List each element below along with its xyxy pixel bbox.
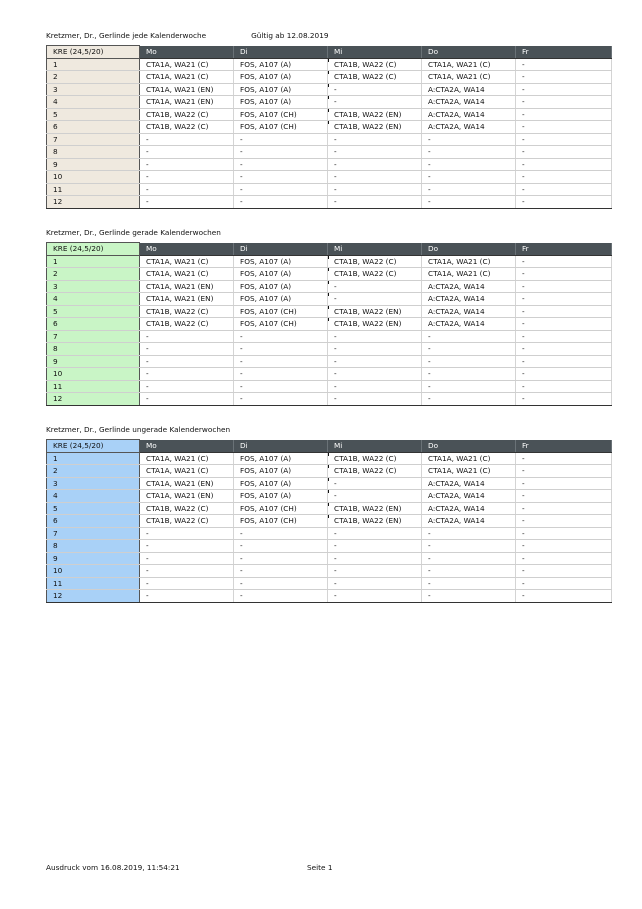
cell-fr: -: [516, 293, 612, 306]
table-row: [47, 380, 612, 393]
cell-di: -: [234, 393, 328, 406]
cell-di: FOS, A107 (A): [234, 268, 328, 281]
period-number: 1: [47, 58, 140, 71]
corner-cell: KRE (24,5/20): [47, 440, 140, 453]
cell-mi: -: [328, 280, 422, 293]
cell-do: A:CTA2A, WA14: [422, 502, 516, 515]
cell-do: -: [422, 158, 516, 171]
cell-do: CTA1A, WA21 (C): [422, 255, 516, 268]
cell-fr: -: [516, 330, 612, 343]
cell-fr: -: [516, 343, 612, 356]
cell-fr: -: [516, 540, 612, 553]
cell-fr: -: [516, 305, 612, 318]
cell-di: FOS, A107 (A): [234, 293, 328, 306]
period-number: 12: [47, 393, 140, 406]
cell-fr: -: [516, 552, 612, 565]
cell-di: FOS, A107 (CH): [234, 502, 328, 515]
table-row: [47, 305, 612, 318]
cell-mi: CTA1B, WA22 (EN): [328, 305, 422, 318]
cell-di: -: [234, 196, 328, 209]
cell-mo: -: [140, 577, 234, 590]
cell-fr: -: [516, 196, 612, 209]
table-row: [47, 502, 612, 515]
section-2-title-text: Kretzmer, Dr., Gerlinde gerade Kalenderwochen: [46, 228, 221, 237]
cell-fr: -: [516, 515, 612, 528]
cell-di: -: [234, 565, 328, 578]
period-number: 1: [47, 452, 140, 465]
cell-di: -: [234, 368, 328, 381]
cell-mo: CTA1A, WA21 (C): [140, 255, 234, 268]
table-row: [47, 196, 612, 209]
cell-di: FOS, A107 (A): [234, 452, 328, 465]
period-number: 6: [47, 318, 140, 331]
cell-do: -: [422, 133, 516, 146]
period-number: 1: [47, 255, 140, 268]
period-number: 9: [47, 158, 140, 171]
cell-di: -: [234, 158, 328, 171]
cell-mo: -: [140, 196, 234, 209]
cell-mi: -: [328, 577, 422, 590]
cell-fr: -: [516, 380, 612, 393]
period-number: 3: [47, 83, 140, 96]
cell-mi: -: [328, 477, 422, 490]
cell-di: FOS, A107 (A): [234, 58, 328, 71]
table-row: [47, 590, 612, 603]
period-number: 12: [47, 590, 140, 603]
table-row: [47, 552, 612, 565]
table-row: [47, 452, 612, 465]
cell-mi: -: [328, 183, 422, 196]
cell-do: -: [422, 183, 516, 196]
cell-mo: CTA1A, WA21 (C): [140, 268, 234, 281]
section-3-title-text: Kretzmer, Dr., Gerlinde ungerade Kalenderwochen: [46, 425, 231, 434]
cell-mi: CTA1B, WA22 (C): [328, 465, 422, 478]
period-number: 9: [47, 552, 140, 565]
day-header-mi: Mi: [328, 46, 422, 59]
cell-mi: -: [328, 355, 422, 368]
cell-mo: CTA1B, WA22 (C): [140, 121, 234, 134]
cell-fr: -: [516, 502, 612, 515]
cell-mo: -: [140, 146, 234, 159]
period-number: 11: [47, 577, 140, 590]
period-number: 4: [47, 96, 140, 109]
period-number: 7: [47, 527, 140, 540]
period-number: 8: [47, 343, 140, 356]
cell-mi: CTA1B, WA22 (C): [328, 255, 422, 268]
table-row: [47, 146, 612, 159]
cell-do: -: [422, 380, 516, 393]
cell-di: -: [234, 577, 328, 590]
table-row: [47, 577, 612, 590]
cell-mi: -: [328, 146, 422, 159]
table-row: [47, 477, 612, 490]
cell-fr: -: [516, 368, 612, 381]
day-header-di: Di: [234, 243, 328, 256]
cell-mo: -: [140, 552, 234, 565]
cell-mo: CTA1B, WA22 (C): [140, 108, 234, 121]
table-row: [47, 171, 612, 184]
cell-di: -: [234, 183, 328, 196]
cell-do: -: [422, 552, 516, 565]
cell-do: CTA1A, WA21 (C): [422, 268, 516, 281]
cell-mo: CTA1A, WA21 (C): [140, 452, 234, 465]
section-1-title-text: Kretzmer, Dr., Gerlinde jede Kalenderwoche: [46, 31, 207, 40]
period-number: 8: [47, 540, 140, 553]
cell-mo: CTA1A, WA21 (EN): [140, 477, 234, 490]
table-row: [47, 293, 612, 306]
cell-mi: CTA1B, WA22 (EN): [328, 318, 422, 331]
cell-fr: -: [516, 96, 612, 109]
cell-do: A:CTA2A, WA14: [422, 108, 516, 121]
cell-di: FOS, A107 (CH): [234, 121, 328, 134]
cell-mi: -: [328, 590, 422, 603]
cell-do: -: [422, 330, 516, 343]
table-row: [47, 368, 612, 381]
cell-fr: -: [516, 452, 612, 465]
day-header-mo: Mo: [140, 440, 234, 453]
period-number: 5: [47, 502, 140, 515]
period-number: 10: [47, 368, 140, 381]
cell-fr: -: [516, 146, 612, 159]
table-row: [47, 515, 612, 528]
cell-mo: CTA1A, WA21 (EN): [140, 490, 234, 503]
day-header-mo: Mo: [140, 46, 234, 59]
period-number: 5: [47, 108, 140, 121]
table-row: [47, 183, 612, 196]
cell-di: FOS, A107 (CH): [234, 305, 328, 318]
cell-mi: -: [328, 83, 422, 96]
table-row: [47, 71, 612, 84]
cell-mo: CTA1A, WA21 (EN): [140, 293, 234, 306]
cell-fr: -: [516, 58, 612, 71]
period-number: 11: [47, 183, 140, 196]
cell-do: -: [422, 343, 516, 356]
table-row: [47, 565, 612, 578]
cell-di: -: [234, 330, 328, 343]
cell-mi: CTA1B, WA22 (EN): [328, 108, 422, 121]
cell-do: A:CTA2A, WA14: [422, 515, 516, 528]
cell-fr: -: [516, 171, 612, 184]
cell-fr: -: [516, 318, 612, 331]
cell-fr: -: [516, 268, 612, 281]
cell-mi: -: [328, 565, 422, 578]
cell-fr: -: [516, 577, 612, 590]
period-number: 12: [47, 196, 140, 209]
cell-fr: -: [516, 183, 612, 196]
cell-do: -: [422, 590, 516, 603]
cell-mi: -: [328, 540, 422, 553]
cell-do: CTA1A, WA21 (C): [422, 58, 516, 71]
cell-mo: -: [140, 330, 234, 343]
cell-di: -: [234, 527, 328, 540]
cell-mi: -: [328, 330, 422, 343]
cell-fr: -: [516, 465, 612, 478]
table-row: [47, 343, 612, 356]
table-row: [47, 527, 612, 540]
cell-do: CTA1A, WA21 (C): [422, 452, 516, 465]
cell-mi: CTA1B, WA22 (C): [328, 71, 422, 84]
day-header-fr: Fr: [516, 440, 612, 453]
corner-cell: KRE (24,5/20): [47, 243, 140, 256]
cell-fr: -: [516, 158, 612, 171]
cell-mo: -: [140, 540, 234, 553]
cell-do: -: [422, 146, 516, 159]
cell-fr: -: [516, 121, 612, 134]
cell-fr: -: [516, 83, 612, 96]
cell-di: FOS, A107 (A): [234, 71, 328, 84]
table-row: [47, 465, 612, 478]
cell-fr: -: [516, 280, 612, 293]
cell-do: A:CTA2A, WA14: [422, 318, 516, 331]
section-title-1: [46, 31, 328, 40]
table-row: [47, 158, 612, 171]
period-number: 4: [47, 490, 140, 503]
cell-do: A:CTA2A, WA14: [422, 477, 516, 490]
period-number: 10: [47, 171, 140, 184]
cell-mo: -: [140, 527, 234, 540]
period-number: 8: [47, 146, 140, 159]
cell-di: -: [234, 343, 328, 356]
cell-mo: -: [140, 133, 234, 146]
cell-do: -: [422, 565, 516, 578]
period-number: 7: [47, 330, 140, 343]
day-header-di: Di: [234, 440, 328, 453]
cell-fr: -: [516, 590, 612, 603]
table-row: [47, 318, 612, 331]
cell-fr: -: [516, 490, 612, 503]
cell-mi: -: [328, 368, 422, 381]
period-number: 5: [47, 305, 140, 318]
cell-mo: -: [140, 183, 234, 196]
period-number: 2: [47, 268, 140, 281]
cell-do: -: [422, 355, 516, 368]
period-number: 6: [47, 515, 140, 528]
cell-mi: -: [328, 158, 422, 171]
corner-cell: KRE (24,5/20): [47, 46, 140, 59]
cell-mi: -: [328, 343, 422, 356]
cell-mo: -: [140, 158, 234, 171]
period-number: 4: [47, 293, 140, 306]
day-header-do: Do: [422, 243, 516, 256]
table-row: [47, 133, 612, 146]
cell-di: -: [234, 590, 328, 603]
print-timestamp: Ausdruck vom 16.08.2019, 11:54:21: [46, 863, 180, 872]
table-row: [47, 540, 612, 553]
cell-di: FOS, A107 (CH): [234, 108, 328, 121]
cell-di: -: [234, 133, 328, 146]
table-row: [47, 490, 612, 503]
table-row: [47, 280, 612, 293]
cell-mi: -: [328, 393, 422, 406]
cell-do: CTA1A, WA21 (C): [422, 465, 516, 478]
cell-fr: -: [516, 565, 612, 578]
cell-do: CTA1A, WA21 (C): [422, 71, 516, 84]
cell-mi: CTA1B, WA22 (EN): [328, 515, 422, 528]
cell-mi: CTA1B, WA22 (C): [328, 58, 422, 71]
cell-di: FOS, A107 (CH): [234, 318, 328, 331]
cell-di: FOS, A107 (A): [234, 477, 328, 490]
table-row: [47, 121, 612, 134]
section-title-2: [46, 228, 221, 237]
cell-mo: -: [140, 171, 234, 184]
cell-mo: CTA1B, WA22 (C): [140, 318, 234, 331]
cell-do: A:CTA2A, WA14: [422, 96, 516, 109]
cell-mo: CTA1A, WA21 (C): [140, 465, 234, 478]
period-number: 3: [47, 477, 140, 490]
cell-mi: -: [328, 380, 422, 393]
cell-mi: CTA1B, WA22 (EN): [328, 502, 422, 515]
cell-mo: -: [140, 343, 234, 356]
cell-fr: -: [516, 527, 612, 540]
page-number: Seite 1: [307, 863, 333, 872]
cell-mi: -: [328, 490, 422, 503]
day-header-di: Di: [234, 46, 328, 59]
period-number: 9: [47, 355, 140, 368]
period-number: 6: [47, 121, 140, 134]
table-row: [47, 96, 612, 109]
period-number: 2: [47, 465, 140, 478]
cell-mo: -: [140, 565, 234, 578]
cell-mi: CTA1B, WA22 (C): [328, 268, 422, 281]
cell-mo: -: [140, 368, 234, 381]
day-header-mo: Mo: [140, 243, 234, 256]
cell-di: -: [234, 146, 328, 159]
timetable-even-weeks: [46, 242, 612, 406]
cell-di: FOS, A107 (A): [234, 465, 328, 478]
cell-di: -: [234, 540, 328, 553]
timetable-odd-weeks: [46, 439, 612, 603]
cell-mo: CTA1B, WA22 (C): [140, 305, 234, 318]
cell-di: FOS, A107 (CH): [234, 515, 328, 528]
cell-fr: -: [516, 108, 612, 121]
cell-di: -: [234, 380, 328, 393]
cell-mo: -: [140, 590, 234, 603]
cell-mo: CTA1A, WA21 (C): [140, 58, 234, 71]
cell-mo: CTA1B, WA22 (C): [140, 515, 234, 528]
cell-fr: -: [516, 477, 612, 490]
table-row: [47, 355, 612, 368]
cell-di: -: [234, 355, 328, 368]
cell-do: -: [422, 196, 516, 209]
cell-mo: CTA1A, WA21 (EN): [140, 96, 234, 109]
cell-do: A:CTA2A, WA14: [422, 490, 516, 503]
day-header-mi: Mi: [328, 243, 422, 256]
timetable-every-week: [46, 45, 612, 209]
period-number: 3: [47, 280, 140, 293]
period-number: 11: [47, 380, 140, 393]
cell-di: FOS, A107 (A): [234, 490, 328, 503]
cell-mo: -: [140, 393, 234, 406]
period-number: 10: [47, 565, 140, 578]
valid-from-label: Gültig ab 12.08.2019: [251, 31, 329, 40]
table-row: [47, 330, 612, 343]
cell-do: A:CTA2A, WA14: [422, 121, 516, 134]
cell-mo: -: [140, 355, 234, 368]
cell-do: A:CTA2A, WA14: [422, 293, 516, 306]
cell-di: -: [234, 552, 328, 565]
table-row: [47, 268, 612, 281]
cell-do: A:CTA2A, WA14: [422, 305, 516, 318]
cell-mo: -: [140, 380, 234, 393]
table-row: [47, 58, 612, 71]
cell-mi: -: [328, 196, 422, 209]
cell-do: A:CTA2A, WA14: [422, 83, 516, 96]
cell-mi: -: [328, 527, 422, 540]
cell-do: -: [422, 540, 516, 553]
period-number: 2: [47, 71, 140, 84]
cell-mi: -: [328, 96, 422, 109]
section-title-3: [46, 425, 230, 434]
cell-di: -: [234, 171, 328, 184]
cell-mi: -: [328, 171, 422, 184]
cell-mi: CTA1B, WA22 (EN): [328, 121, 422, 134]
cell-fr: -: [516, 133, 612, 146]
cell-di: FOS, A107 (A): [234, 96, 328, 109]
period-number: 7: [47, 133, 140, 146]
cell-mi: -: [328, 133, 422, 146]
cell-do: -: [422, 171, 516, 184]
cell-fr: -: [516, 393, 612, 406]
cell-do: -: [422, 368, 516, 381]
day-header-fr: Fr: [516, 46, 612, 59]
cell-mo: CTA1A, WA21 (EN): [140, 83, 234, 96]
table-row: [47, 83, 612, 96]
cell-do: -: [422, 393, 516, 406]
cell-do: -: [422, 527, 516, 540]
cell-di: FOS, A107 (A): [234, 255, 328, 268]
table-row: [47, 393, 612, 406]
day-header-fr: Fr: [516, 243, 612, 256]
cell-fr: -: [516, 71, 612, 84]
cell-mi: -: [328, 293, 422, 306]
cell-di: FOS, A107 (A): [234, 83, 328, 96]
cell-mo: CTA1A, WA21 (EN): [140, 280, 234, 293]
cell-mo: CTA1A, WA21 (C): [140, 71, 234, 84]
cell-di: FOS, A107 (A): [234, 280, 328, 293]
cell-mi: -: [328, 552, 422, 565]
cell-do: A:CTA2A, WA14: [422, 280, 516, 293]
day-header-mi: Mi: [328, 440, 422, 453]
cell-mi: CTA1B, WA22 (C): [328, 452, 422, 465]
table-row: [47, 255, 612, 268]
table-row: [47, 108, 612, 121]
cell-fr: -: [516, 255, 612, 268]
cell-mo: CTA1B, WA22 (C): [140, 502, 234, 515]
cell-fr: -: [516, 355, 612, 368]
cell-do: -: [422, 577, 516, 590]
day-header-do: Do: [422, 46, 516, 59]
day-header-do: Do: [422, 440, 516, 453]
